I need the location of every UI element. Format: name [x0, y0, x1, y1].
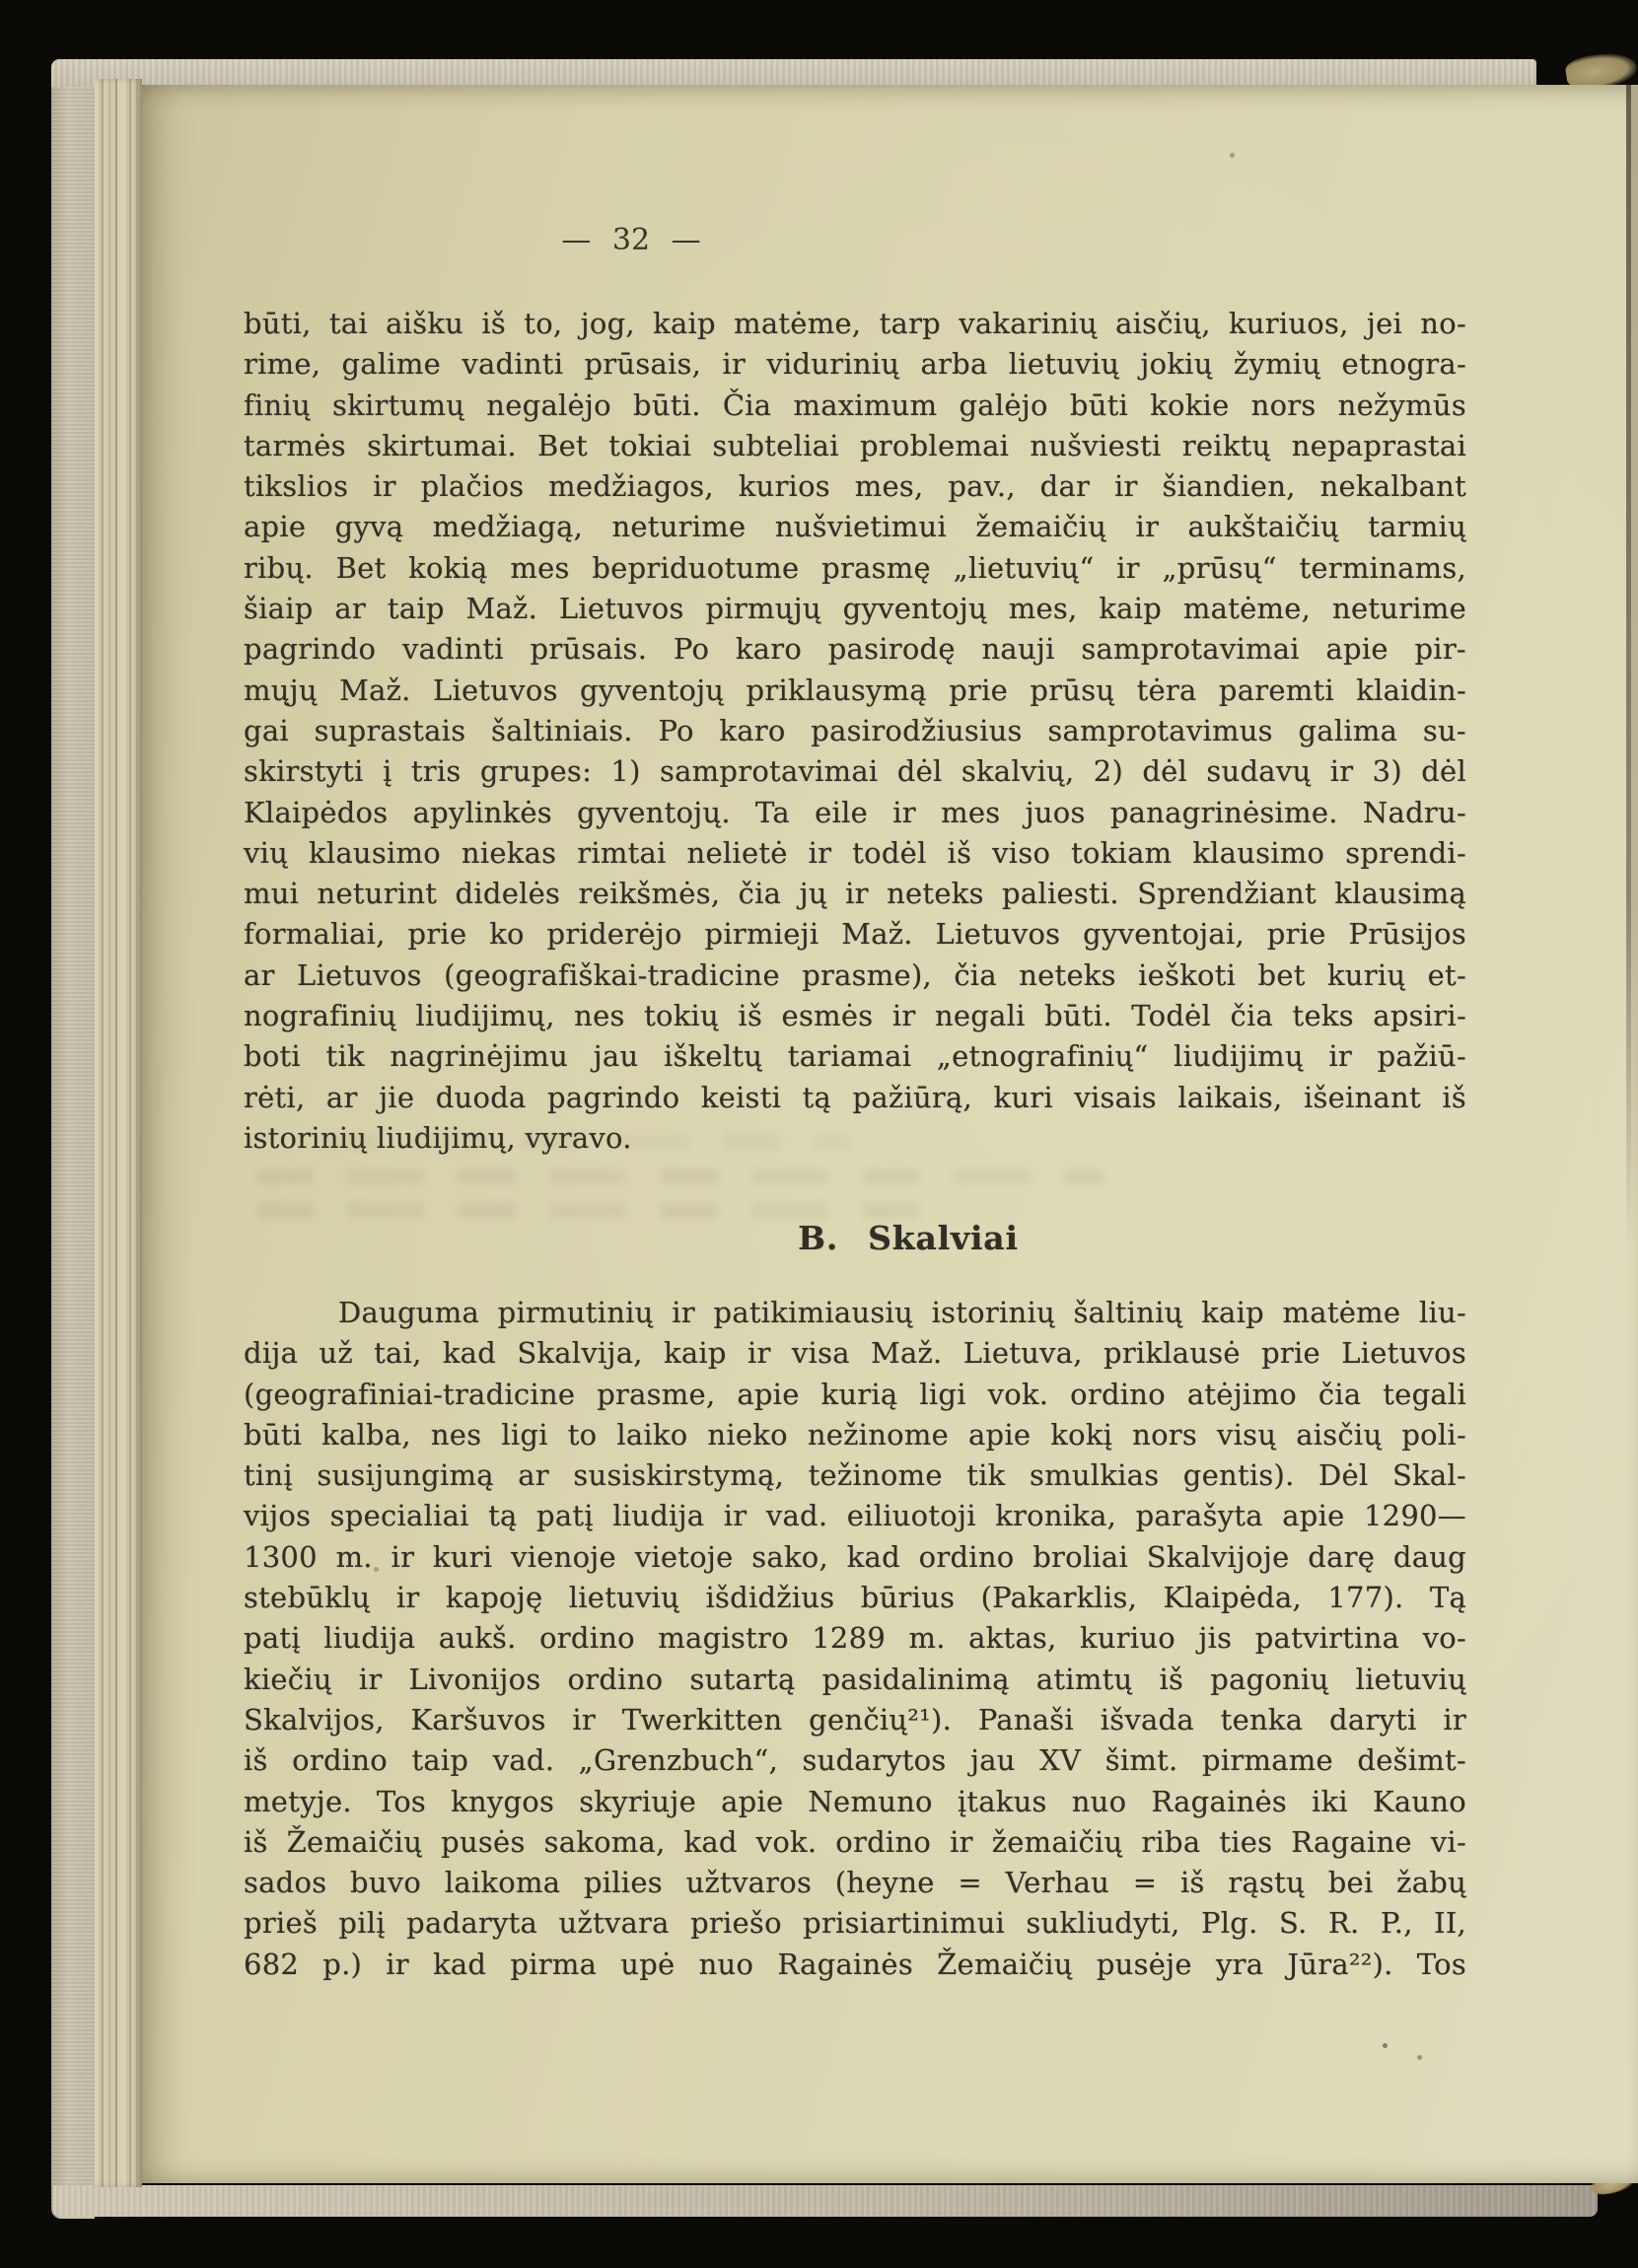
page-edge-sliver — [1631, 85, 1638, 1248]
section-letter: B. — [798, 1219, 839, 1257]
text-line: 1300 m. ir kuri vienoje vietoje sako, kad ordino broliai Skalvijoje darę daug — [244, 1539, 1466, 1574]
text-line: mui neturint didelės reikšmės, čia jų ir neteks paliesti. Sprendžiant klausimą — [244, 877, 1466, 911]
text-line: finių skirtumų negalėjo būti. Čia maximum galėjo būti kokie nors nežymūs — [244, 388, 1466, 422]
text-line: Skalvijos, Karšuvos ir Twerkitten genčių²¹). Panaši išvada tenka daryti ir — [244, 1702, 1466, 1736]
text-line: nografinių liudijimų, nes tokių iš esmės ir negali būti. Todėl čia teks apsiri- — [244, 999, 1466, 1033]
text-line: pagrindo vadinti prūsais. Po karo pasirodę nauji samprotavimai apie pir- — [244, 632, 1466, 667]
text-line: formaliai, prie ko priderėjo pirmieji Maž. Lietuvos gyventojai, prie Prūsijos — [244, 917, 1466, 952]
text-line: dija už tai, kad Skalvija, kaip ir visa Maž. Lietuva, priklausė prie Lietuvos — [244, 1336, 1466, 1371]
text-line: patį liudija aukš. ordino magistro 1289 m. aktas, kuriuo jis patvirtina vo- — [244, 1621, 1466, 1656]
text-line: prieš pilį padaryta užtvara priešo prisiartinimui sukliudyti, Plg. S. R. P., II, — [244, 1906, 1466, 1941]
show-through-ghost-text — [320, 1134, 852, 1149]
text-line: tinį susijungimą ar susiskirstymą, težinome tik smulkias gentis). Dėl Skal- — [244, 1458, 1466, 1493]
text-line: rėti, ar jie duoda pagrindo keisti tą pažiūrą, kuri visais laikais, išeinant iš — [244, 1080, 1466, 1114]
paragraph-1 — [244, 304, 1466, 1159]
text-line: ar Lietuvos (geografiškai-tradicine prasme), čia neteks ieškoti bet kurių et- — [244, 957, 1466, 992]
section-title: Skalviai — [868, 1219, 1019, 1257]
text-line: būti kalba, nes ligi to laiko nieko nežinome apie kokį nors visų aisčių poli- — [244, 1417, 1466, 1452]
text-line: (geografiniai-tradicine prasme, apie kurią ligi vok. ordino atėjimo čia tegali — [244, 1377, 1466, 1411]
text-line: stebūklų ir kapoję lietuvių išdidžius būrius (Pakarklis, Klaipėda, 177). Tą — [244, 1581, 1466, 1615]
text-line: skirstyti į tris grupes: 1) samprotavimai dėl skalvių, 2) dėl sudavų ir 3) dėl — [244, 754, 1466, 789]
page-stack-fore-edge — [95, 79, 142, 2187]
book-cover-edge-left — [51, 59, 95, 2219]
text-line: iš Žemaičių pusės sakoma, kad vok. ordino ir žemaičių riba ties Ragaine vi- — [244, 1824, 1466, 1859]
text-line: metyje. Tos knygos skyriuje apie Nemuno įtakus nuo Ragainės iki Kauno — [244, 1784, 1466, 1818]
text-line: rime, galime vadinti prūsais, ir vidurinių arba lietuvių jokių žymių etnogra- — [244, 347, 1466, 382]
book-cover-edge-top — [51, 59, 1536, 87]
text-line: vijos specialiai tą patį liudija ir vad. eiliuotoji kronika, parašyta apie 1290— — [244, 1499, 1466, 1533]
text-line: gai suprastais šaltiniais. Po karo pasirodžiusius samprotavimus galima su- — [244, 713, 1466, 747]
text-line: būti, tai aišku iš to, jog, kaip matėme, tarp vakarinių aisčių, kuriuos, jei no- — [244, 307, 1466, 340]
paragraph-2 — [244, 1293, 1466, 1985]
section-heading-text — [798, 1219, 1019, 1257]
show-through-ghost-text — [256, 1203, 947, 1218]
text-line: sados buvo laikoma pilies užtvaros (heyne = Verhau = iš rąstų bei žabų — [244, 1866, 1466, 1900]
section-heading — [244, 1219, 1466, 1257]
text-line: Dauguma pirmutinių ir patikimiausių istorinių šaltinių kaip matėme liu- — [338, 1296, 1466, 1329]
text-line: istorinių liudijimų, vyravo. — [244, 1120, 632, 1155]
show-through-ghost-text — [256, 1169, 1104, 1184]
text-line: apie gyvą medžiagą, neturime nušvietimui žemaičių ir aukštaičių tarmių — [244, 510, 1466, 544]
page-number: — 32 — — [561, 223, 701, 257]
text-line: tarmės skirtumai. Bet tokiai subteliai problemai nušviesti reiktų nepaprastai — [244, 428, 1466, 462]
text-line: ribų. Bet kokią mes bepriduotume prasmę „lietuvių“ ir „prūsų“ terminams, — [244, 550, 1466, 585]
text-line: iš ordino taip vad. „Grenzbuch“, sudarytos jau XV šimt. pirmame dešimt- — [244, 1743, 1466, 1778]
text-line: šiaip ar taip Maž. Lietuvos pirmųjų gyventojų mes, kaip matėme, neturime — [244, 592, 1466, 626]
text-line: boti tik nagrinėjimu jau iškeltų tariamai „etnografinių“ liudijimų ir pažiū- — [244, 1039, 1466, 1074]
text-line: Klaipėdos apylinkės gyventojų. Ta eile ir mes juos panagrinėsime. Nadru- — [244, 795, 1466, 829]
text-line: 682 p.) ir kad pirma upė nuo Ragainės Žemaičių pusėje yra Jūra²²). Tos — [244, 1947, 1466, 1981]
text-line: vių klausimo niekas rimtai nelietė ir todėl iš viso tokiam klausimo sprendi- — [244, 835, 1466, 870]
scan-dust-specks — [142, 85, 145, 88]
text-line: mųjų Maž. Lietuvos gyventojų priklausymą prie prūsų tėra paremti klaidin- — [244, 673, 1466, 707]
text-line: kiečių ir Livonijos ordino sutartą pasidalinimą atimtų iš pagonių lietuvių — [244, 1662, 1466, 1696]
book-page — [142, 85, 1638, 2183]
text-line: tikslios ir plačios medžiagos, kurios mes, pav., dar ir šiandien, nekalbant — [244, 469, 1466, 504]
book-cover-edge-bottom — [53, 2185, 1598, 2217]
